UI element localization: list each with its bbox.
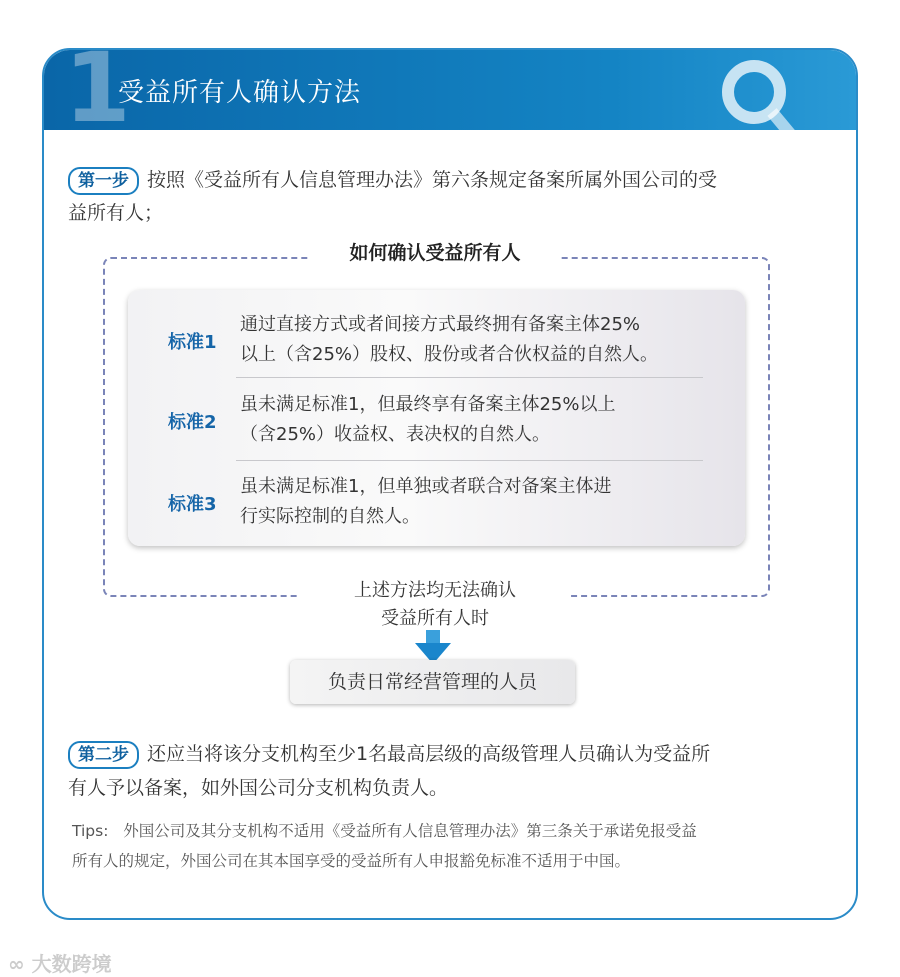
magnifier-icon	[716, 56, 806, 136]
watermark-text: 大数跨境	[31, 952, 112, 976]
criterion-text: 行实际控制的自然人。	[240, 506, 420, 527]
criterion-label: 标准2	[168, 412, 217, 433]
criterion-text: （含25%）收益权、表决权的自然人。	[240, 424, 551, 445]
step1-text-line2: 益所有人；	[68, 202, 164, 224]
step2-badge: 第二步	[68, 741, 139, 769]
criterion-label: 标准1	[168, 332, 217, 353]
tips-line2: 所有人的规定，外国公司在其本国享受的受益所有人申报豁免标准不适用于中国。	[72, 852, 631, 870]
criterion-label: 标准3	[168, 494, 217, 515]
step2-text: 还应当将该分支机构至少1名最高层级的高级管理人员确认为受益所	[147, 743, 711, 765]
card-header	[44, 48, 856, 144]
tips-label: Tips:	[72, 822, 109, 840]
criterion-text: 虽未满足标准1，但单独或者联合对备案主体进	[240, 476, 612, 497]
divider	[236, 460, 703, 461]
step2-text-line2: 有人予以备案，如外国公司分支机构负责人。	[68, 777, 449, 799]
fallback-text-line1: 上述方法均无法确认	[300, 576, 570, 602]
step2	[68, 739, 710, 769]
section-number: 1	[64, 48, 131, 144]
fallback-result: 负责日常经营管理的人员	[290, 660, 575, 704]
tips-text: 外国公司及其分支机构不适用《受益所有人信息管理办法》第三条关于承诺免报受益	[123, 822, 697, 840]
divider	[236, 377, 703, 378]
fallback-text-line2: 受益所有人时	[381, 608, 489, 629]
criterion-text: 通过直接方式或者间接方式最终拥有备案主体25%	[240, 314, 641, 335]
arrow-down-icon	[415, 630, 451, 664]
tips-line1	[72, 816, 697, 846]
step1-text: 按照《受益所有人信息管理办法》第六条规定备案所属外国公司的受	[147, 169, 718, 191]
criteria-title: 如何确认受益所有人	[310, 238, 560, 265]
criteria-panel	[128, 290, 745, 546]
criterion-text: 虽未满足标准1，但最终享有备案主体25%以上	[240, 394, 616, 415]
step1	[68, 165, 717, 195]
criterion-text: 以上（含25%）股权、股份或者合伙权益的自然人。	[240, 344, 659, 365]
watermark: ∞ 大数跨境	[8, 952, 112, 976]
step1-badge: 第一步	[68, 167, 139, 195]
card-title: 受益所有人确认方法	[118, 78, 362, 108]
